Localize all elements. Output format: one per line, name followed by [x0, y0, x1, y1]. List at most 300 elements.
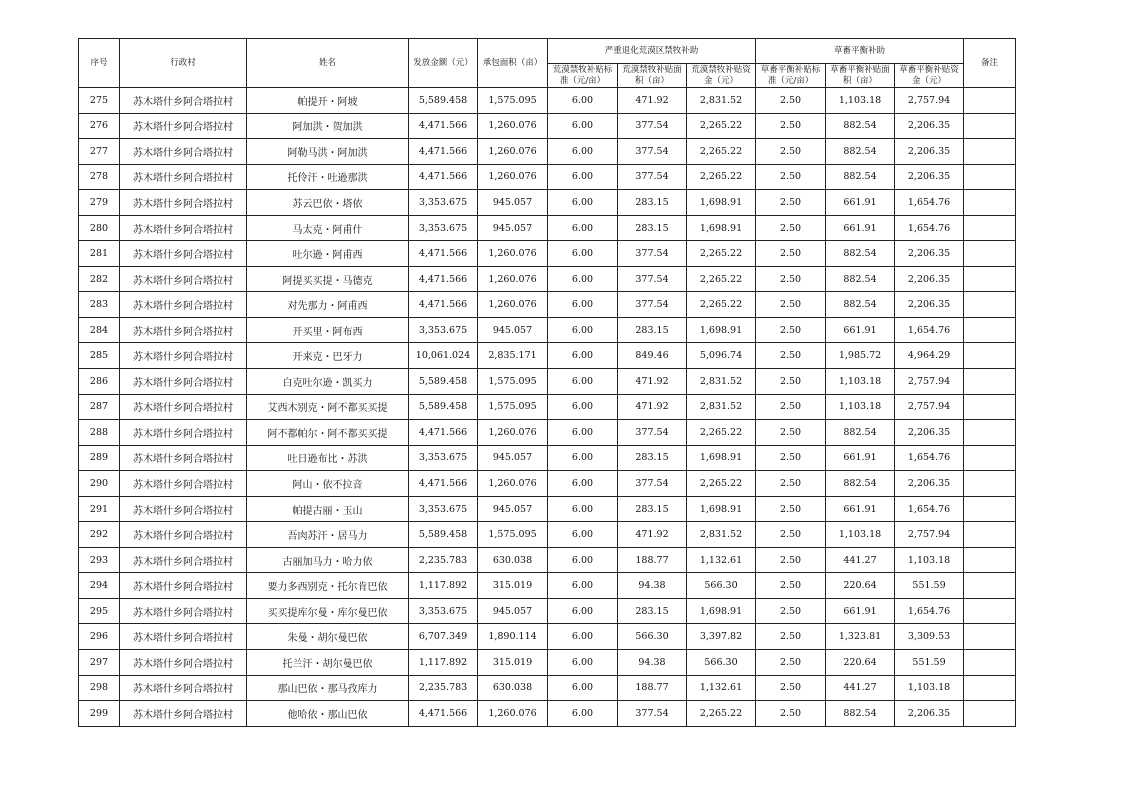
- table-row: [79, 343, 1016, 369]
- cell-grass-area: 1,103.18: [826, 369, 895, 395]
- cell-index: 291: [79, 496, 120, 522]
- cell-amount: 1,117.892: [409, 573, 478, 599]
- cell-index: 283: [79, 292, 120, 318]
- cell-desert-std: 6.00: [548, 266, 618, 292]
- header-grass-money: 草畜平衡补贴资金（元）: [895, 64, 964, 88]
- table-row: [79, 317, 1016, 343]
- cell-remark: [964, 496, 1016, 522]
- cell-amount: 3,353.675: [409, 215, 478, 241]
- cell-grass-money: 4,964.29: [895, 343, 964, 369]
- table-row: [79, 496, 1016, 522]
- cell-grass-std: 2.50: [756, 190, 826, 216]
- cell-area: 1,260.076: [478, 420, 548, 446]
- cell-amount: 1,117.892: [409, 650, 478, 676]
- cell-desert-std: 6.00: [548, 445, 618, 471]
- cell-index: 284: [79, 317, 120, 343]
- cell-name: 艾西木别克・阿不都买买提: [247, 394, 409, 420]
- cell-grass-area: 882.54: [826, 241, 895, 267]
- cell-area: 1,260.076: [478, 241, 548, 267]
- cell-amount: 4,471.566: [409, 139, 478, 165]
- header-grass-std: 草畜平衡补贴标准（元/亩）: [756, 64, 826, 88]
- cell-index: 294: [79, 573, 120, 599]
- cell-remark: [964, 266, 1016, 292]
- cell-grass-money: 2,757.94: [895, 522, 964, 548]
- cell-amount: 4,471.566: [409, 701, 478, 727]
- cell-amount: 4,471.566: [409, 420, 478, 446]
- table-row: [79, 420, 1016, 446]
- cell-remark: [964, 394, 1016, 420]
- header-desert-std: 荒漠禁牧补贴标准（元/亩）: [548, 64, 618, 88]
- cell-name: 帕提开・阿坡: [247, 88, 409, 114]
- cell-remark: [964, 598, 1016, 624]
- cell-desert-money: 1,132.61: [687, 547, 756, 573]
- cell-desert-area: 377.54: [618, 139, 687, 165]
- cell-desert-area: 377.54: [618, 113, 687, 139]
- cell-grass-std: 2.50: [756, 139, 826, 165]
- cell-area: 1,260.076: [478, 113, 548, 139]
- cell-remark: [964, 547, 1016, 573]
- cell-grass-money: 2,206.35: [895, 420, 964, 446]
- cell-amount: 4,471.566: [409, 292, 478, 318]
- table-row: [79, 241, 1016, 267]
- cell-village: 苏木塔什乡阿合塔拉村: [120, 164, 247, 190]
- cell-grass-area: 882.54: [826, 266, 895, 292]
- cell-area: 1,890.114: [478, 624, 548, 650]
- table-row: [79, 292, 1016, 318]
- cell-village: 苏木塔什乡阿合塔拉村: [120, 675, 247, 701]
- cell-area: 2,835.171: [478, 343, 548, 369]
- cell-index: 289: [79, 445, 120, 471]
- cell-grass-std: 2.50: [756, 445, 826, 471]
- cell-amount: 5,589.458: [409, 394, 478, 420]
- cell-village: 苏木塔什乡阿合塔拉村: [120, 266, 247, 292]
- cell-village: 苏木塔什乡阿合塔拉村: [120, 471, 247, 497]
- cell-grass-money: 3,309.53: [895, 624, 964, 650]
- cell-village: 苏木塔什乡阿合塔拉村: [120, 343, 247, 369]
- cell-grass-money: 1,654.76: [895, 317, 964, 343]
- header-name: 姓名: [247, 39, 409, 88]
- cell-grass-std: 2.50: [756, 522, 826, 548]
- cell-desert-money: 2,265.22: [687, 164, 756, 190]
- cell-desert-money: 2,265.22: [687, 420, 756, 446]
- cell-amount: 6,707.349: [409, 624, 478, 650]
- cell-grass-std: 2.50: [756, 394, 826, 420]
- cell-area: 315.019: [478, 650, 548, 676]
- cell-village: 苏木塔什乡阿合塔拉村: [120, 317, 247, 343]
- header-desert-money: 荒漠禁牧补贴资金（元）: [687, 64, 756, 88]
- cell-area: 1,575.095: [478, 394, 548, 420]
- cell-index: 292: [79, 522, 120, 548]
- cell-grass-money: 2,206.35: [895, 113, 964, 139]
- cell-name: 开买里・阿布西: [247, 317, 409, 343]
- cell-remark: [964, 701, 1016, 727]
- cell-amount: 5,589.458: [409, 522, 478, 548]
- cell-desert-money: 2,265.22: [687, 292, 756, 318]
- cell-remark: [964, 624, 1016, 650]
- cell-village: 苏木塔什乡阿合塔拉村: [120, 598, 247, 624]
- cell-desert-std: 6.00: [548, 624, 618, 650]
- cell-desert-std: 6.00: [548, 139, 618, 165]
- cell-grass-area: 661.91: [826, 598, 895, 624]
- cell-grass-std: 2.50: [756, 650, 826, 676]
- cell-desert-money: 2,265.22: [687, 266, 756, 292]
- cell-name: 马太克・阿甫什: [247, 215, 409, 241]
- cell-area: 630.038: [478, 547, 548, 573]
- cell-desert-money: 1,698.91: [687, 598, 756, 624]
- cell-desert-std: 6.00: [548, 343, 618, 369]
- cell-desert-std: 6.00: [548, 675, 618, 701]
- cell-desert-money: 2,831.52: [687, 394, 756, 420]
- cell-grass-area: 661.91: [826, 445, 895, 471]
- cell-desert-money: 1,132.61: [687, 675, 756, 701]
- cell-remark: [964, 88, 1016, 114]
- cell-desert-std: 6.00: [548, 547, 618, 573]
- table-row: [79, 164, 1016, 190]
- cell-name: 帕提古丽・玉山: [247, 496, 409, 522]
- cell-area: 1,575.095: [478, 369, 548, 395]
- cell-desert-area: 283.15: [618, 496, 687, 522]
- cell-village: 苏木塔什乡阿合塔拉村: [120, 445, 247, 471]
- cell-desert-area: 188.77: [618, 675, 687, 701]
- cell-remark: [964, 190, 1016, 216]
- header-group-desert: 严重退化荒漠区禁牧补助: [548, 39, 756, 64]
- cell-village: 苏木塔什乡阿合塔拉村: [120, 241, 247, 267]
- cell-index: 296: [79, 624, 120, 650]
- cell-amount: 3,353.675: [409, 190, 478, 216]
- cell-desert-area: 94.38: [618, 650, 687, 676]
- cell-desert-std: 6.00: [548, 113, 618, 139]
- cell-area: 630.038: [478, 675, 548, 701]
- cell-grass-area: 882.54: [826, 139, 895, 165]
- cell-name: 吐尔逊・阿甫西: [247, 241, 409, 267]
- cell-area: 945.057: [478, 445, 548, 471]
- cell-desert-std: 6.00: [548, 496, 618, 522]
- cell-grass-std: 2.50: [756, 266, 826, 292]
- cell-area: 315.019: [478, 573, 548, 599]
- cell-grass-money: 1,103.18: [895, 675, 964, 701]
- cell-amount: 3,353.675: [409, 317, 478, 343]
- cell-desert-money: 1,698.91: [687, 190, 756, 216]
- cell-remark: [964, 113, 1016, 139]
- table-row: [79, 139, 1016, 165]
- cell-grass-area: 1,103.18: [826, 394, 895, 420]
- cell-grass-money: 1,654.76: [895, 496, 964, 522]
- cell-grass-area: 1,103.18: [826, 88, 895, 114]
- cell-name: 阿不都帕尔・阿不都买买提: [247, 420, 409, 446]
- cell-grass-std: 2.50: [756, 241, 826, 267]
- cell-grass-area: 882.54: [826, 471, 895, 497]
- cell-area: 1,260.076: [478, 139, 548, 165]
- cell-grass-money: 1,654.76: [895, 215, 964, 241]
- cell-desert-area: 377.54: [618, 241, 687, 267]
- cell-desert-std: 6.00: [548, 471, 618, 497]
- cell-grass-area: 882.54: [826, 292, 895, 318]
- cell-name: 阿勒马洪・阿加洪: [247, 139, 409, 165]
- cell-name: 开来克・巴牙力: [247, 343, 409, 369]
- cell-grass-std: 2.50: [756, 292, 826, 318]
- cell-grass-area: 1,103.18: [826, 522, 895, 548]
- cell-desert-std: 6.00: [548, 598, 618, 624]
- cell-grass-money: 2,206.35: [895, 266, 964, 292]
- cell-desert-std: 6.00: [548, 88, 618, 114]
- cell-grass-money: 2,206.35: [895, 701, 964, 727]
- cell-desert-area: 377.54: [618, 420, 687, 446]
- cell-grass-area: 661.91: [826, 496, 895, 522]
- table-row: [79, 650, 1016, 676]
- table-row: [79, 394, 1016, 420]
- cell-grass-money: 1,654.76: [895, 445, 964, 471]
- cell-desert-std: 6.00: [548, 215, 618, 241]
- cell-grass-money: 2,757.94: [895, 394, 964, 420]
- cell-grass-area: 882.54: [826, 164, 895, 190]
- table-row: [79, 675, 1016, 701]
- cell-village: 苏木塔什乡阿合塔拉村: [120, 369, 247, 395]
- cell-village: 苏木塔什乡阿合塔拉村: [120, 650, 247, 676]
- cell-grass-std: 2.50: [756, 215, 826, 241]
- cell-desert-area: 377.54: [618, 266, 687, 292]
- cell-grass-area: 220.64: [826, 573, 895, 599]
- cell-desert-std: 6.00: [548, 573, 618, 599]
- header-group-grass: 草畜平衡补助: [756, 39, 964, 64]
- cell-remark: [964, 522, 1016, 548]
- cell-desert-money: 2,831.52: [687, 522, 756, 548]
- cell-desert-money: 1,698.91: [687, 445, 756, 471]
- cell-area: 1,575.095: [478, 522, 548, 548]
- cell-grass-money: 1,654.76: [895, 598, 964, 624]
- cell-grass-money: 2,206.35: [895, 471, 964, 497]
- table-row: [79, 88, 1016, 114]
- header-grass-area: 草畜平衡补贴面积（亩）: [826, 64, 895, 88]
- cell-desert-area: 283.15: [618, 317, 687, 343]
- cell-grass-area: 441.27: [826, 547, 895, 573]
- cell-desert-money: 1,698.91: [687, 496, 756, 522]
- cell-index: 290: [79, 471, 120, 497]
- cell-name: 阿山・依不拉音: [247, 471, 409, 497]
- cell-grass-std: 2.50: [756, 113, 826, 139]
- table-row: [79, 598, 1016, 624]
- cell-village: 苏木塔什乡阿合塔拉村: [120, 215, 247, 241]
- cell-grass-money: 551.59: [895, 650, 964, 676]
- cell-grass-std: 2.50: [756, 317, 826, 343]
- cell-desert-money: 2,831.52: [687, 88, 756, 114]
- cell-area: 945.057: [478, 190, 548, 216]
- cell-village: 苏木塔什乡阿合塔拉村: [120, 547, 247, 573]
- subsidy-table-sheet: [78, 38, 1015, 727]
- cell-desert-money: 1,698.91: [687, 317, 756, 343]
- cell-remark: [964, 139, 1016, 165]
- cell-desert-area: 471.92: [618, 369, 687, 395]
- table-row: [79, 266, 1016, 292]
- cell-grass-std: 2.50: [756, 343, 826, 369]
- cell-remark: [964, 471, 1016, 497]
- cell-remark: [964, 241, 1016, 267]
- cell-index: 287: [79, 394, 120, 420]
- cell-desert-money: 2,265.22: [687, 701, 756, 727]
- table-header: [79, 39, 1016, 88]
- header-desert-area: 荒漠禁牧补贴面积（亩）: [618, 64, 687, 88]
- cell-amount: 3,353.675: [409, 496, 478, 522]
- cell-village: 苏木塔什乡阿合塔拉村: [120, 701, 247, 727]
- cell-desert-area: 849.46: [618, 343, 687, 369]
- table-row: [79, 215, 1016, 241]
- cell-name: 托兰汗・胡尔曼巴依: [247, 650, 409, 676]
- cell-grass-area: 661.91: [826, 215, 895, 241]
- table-row: [79, 445, 1016, 471]
- header-remark: 备注: [964, 39, 1016, 88]
- cell-area: 945.057: [478, 496, 548, 522]
- subsidy-table: [78, 38, 1016, 727]
- cell-amount: 4,471.566: [409, 164, 478, 190]
- header-index: 序号: [79, 39, 120, 88]
- cell-grass-money: 2,757.94: [895, 369, 964, 395]
- table-row: [79, 190, 1016, 216]
- cell-desert-std: 6.00: [548, 650, 618, 676]
- cell-remark: [964, 573, 1016, 599]
- cell-remark: [964, 445, 1016, 471]
- cell-index: 286: [79, 369, 120, 395]
- cell-grass-std: 2.50: [756, 675, 826, 701]
- cell-grass-money: 2,757.94: [895, 88, 964, 114]
- table-body: [79, 88, 1016, 727]
- table-row: [79, 547, 1016, 573]
- cell-remark: [964, 369, 1016, 395]
- cell-name: 买买提库尔曼・库尔曼巴依: [247, 598, 409, 624]
- cell-area: 1,260.076: [478, 164, 548, 190]
- cell-desert-money: 2,265.22: [687, 113, 756, 139]
- cell-village: 苏木塔什乡阿合塔拉村: [120, 496, 247, 522]
- cell-remark: [964, 317, 1016, 343]
- cell-name: 白克吐尔逊・凯买力: [247, 369, 409, 395]
- cell-name: 吾肉苏汗・居马力: [247, 522, 409, 548]
- cell-grass-area: 882.54: [826, 701, 895, 727]
- cell-remark: [964, 420, 1016, 446]
- cell-desert-std: 6.00: [548, 522, 618, 548]
- cell-grass-area: 220.64: [826, 650, 895, 676]
- cell-name: 朱曼・胡尔曼巴依: [247, 624, 409, 650]
- cell-desert-std: 6.00: [548, 420, 618, 446]
- cell-desert-std: 6.00: [548, 241, 618, 267]
- cell-village: 苏木塔什乡阿合塔拉村: [120, 88, 247, 114]
- cell-area: 945.057: [478, 215, 548, 241]
- cell-name: 吐日逊布比・苏洪: [247, 445, 409, 471]
- cell-grass-money: 2,206.35: [895, 241, 964, 267]
- cell-desert-money: 3,397.82: [687, 624, 756, 650]
- cell-grass-area: 661.91: [826, 317, 895, 343]
- cell-village: 苏木塔什乡阿合塔拉村: [120, 292, 247, 318]
- cell-remark: [964, 164, 1016, 190]
- cell-desert-area: 471.92: [618, 88, 687, 114]
- cell-index: 281: [79, 241, 120, 267]
- cell-desert-area: 94.38: [618, 573, 687, 599]
- cell-desert-std: 6.00: [548, 701, 618, 727]
- cell-name: 托伶汗・吐逊那洪: [247, 164, 409, 190]
- cell-village: 苏木塔什乡阿合塔拉村: [120, 394, 247, 420]
- cell-grass-std: 2.50: [756, 369, 826, 395]
- cell-desert-money: 566.30: [687, 650, 756, 676]
- cell-grass-std: 2.50: [756, 496, 826, 522]
- cell-grass-area: 882.54: [826, 420, 895, 446]
- cell-amount: 2,235.783: [409, 675, 478, 701]
- cell-village: 苏木塔什乡阿合塔拉村: [120, 624, 247, 650]
- cell-village: 苏木塔什乡阿合塔拉村: [120, 139, 247, 165]
- cell-index: 288: [79, 420, 120, 446]
- cell-desert-area: 377.54: [618, 471, 687, 497]
- cell-index: 275: [79, 88, 120, 114]
- cell-amount: 4,471.566: [409, 471, 478, 497]
- cell-desert-money: 2,265.22: [687, 471, 756, 497]
- cell-desert-money: 566.30: [687, 573, 756, 599]
- cell-desert-area: 188.77: [618, 547, 687, 573]
- cell-amount: 4,471.566: [409, 266, 478, 292]
- cell-amount: 5,589.458: [409, 369, 478, 395]
- cell-amount: 3,353.675: [409, 445, 478, 471]
- cell-desert-money: 2,265.22: [687, 241, 756, 267]
- cell-grass-area: 661.91: [826, 190, 895, 216]
- cell-grass-area: 441.27: [826, 675, 895, 701]
- cell-desert-money: 2,831.52: [687, 369, 756, 395]
- cell-desert-area: 471.92: [618, 522, 687, 548]
- cell-grass-money: 1,654.76: [895, 190, 964, 216]
- cell-area: 1,260.076: [478, 701, 548, 727]
- cell-desert-area: 283.15: [618, 445, 687, 471]
- cell-amount: 4,471.566: [409, 113, 478, 139]
- cell-name: 要力多西别克・托尔肯巴依: [247, 573, 409, 599]
- cell-grass-money: 2,206.35: [895, 292, 964, 318]
- cell-name: 对先那力・阿甫西: [247, 292, 409, 318]
- cell-grass-std: 2.50: [756, 471, 826, 497]
- cell-grass-std: 2.50: [756, 598, 826, 624]
- cell-remark: [964, 215, 1016, 241]
- cell-grass-area: 1,985.72: [826, 343, 895, 369]
- cell-name: 古丽加马力・哈力依: [247, 547, 409, 573]
- cell-name: 阿提买买提・马德克: [247, 266, 409, 292]
- cell-index: 277: [79, 139, 120, 165]
- cell-grass-money: 1,103.18: [895, 547, 964, 573]
- cell-area: 945.057: [478, 598, 548, 624]
- cell-remark: [964, 675, 1016, 701]
- cell-grass-area: 1,323.81: [826, 624, 895, 650]
- cell-grass-std: 2.50: [756, 624, 826, 650]
- cell-desert-area: 471.92: [618, 394, 687, 420]
- table-row: [79, 573, 1016, 599]
- cell-index: 295: [79, 598, 120, 624]
- cell-amount: 4,471.566: [409, 241, 478, 267]
- cell-desert-std: 6.00: [548, 369, 618, 395]
- cell-name: 他哈依・那山巴依: [247, 701, 409, 727]
- cell-index: 285: [79, 343, 120, 369]
- header-amount: 发放金额（元）: [409, 39, 478, 88]
- cell-village: 苏木塔什乡阿合塔拉村: [120, 113, 247, 139]
- table-row: [79, 113, 1016, 139]
- table-row: [79, 369, 1016, 395]
- cell-area: 1,575.095: [478, 88, 548, 114]
- cell-index: 282: [79, 266, 120, 292]
- cell-grass-std: 2.50: [756, 88, 826, 114]
- cell-grass-money: 2,206.35: [895, 164, 964, 190]
- cell-desert-area: 283.15: [618, 598, 687, 624]
- cell-index: 299: [79, 701, 120, 727]
- cell-desert-area: 283.15: [618, 215, 687, 241]
- cell-desert-money: 1,698.91: [687, 215, 756, 241]
- cell-index: 293: [79, 547, 120, 573]
- cell-name: 苏云巴依・塔依: [247, 190, 409, 216]
- cell-amount: 10,061.024: [409, 343, 478, 369]
- cell-desert-area: 566.30: [618, 624, 687, 650]
- cell-area: 1,260.076: [478, 471, 548, 497]
- cell-grass-area: 882.54: [826, 113, 895, 139]
- cell-name: 那山巴依・那马孜库力: [247, 675, 409, 701]
- cell-desert-area: 377.54: [618, 701, 687, 727]
